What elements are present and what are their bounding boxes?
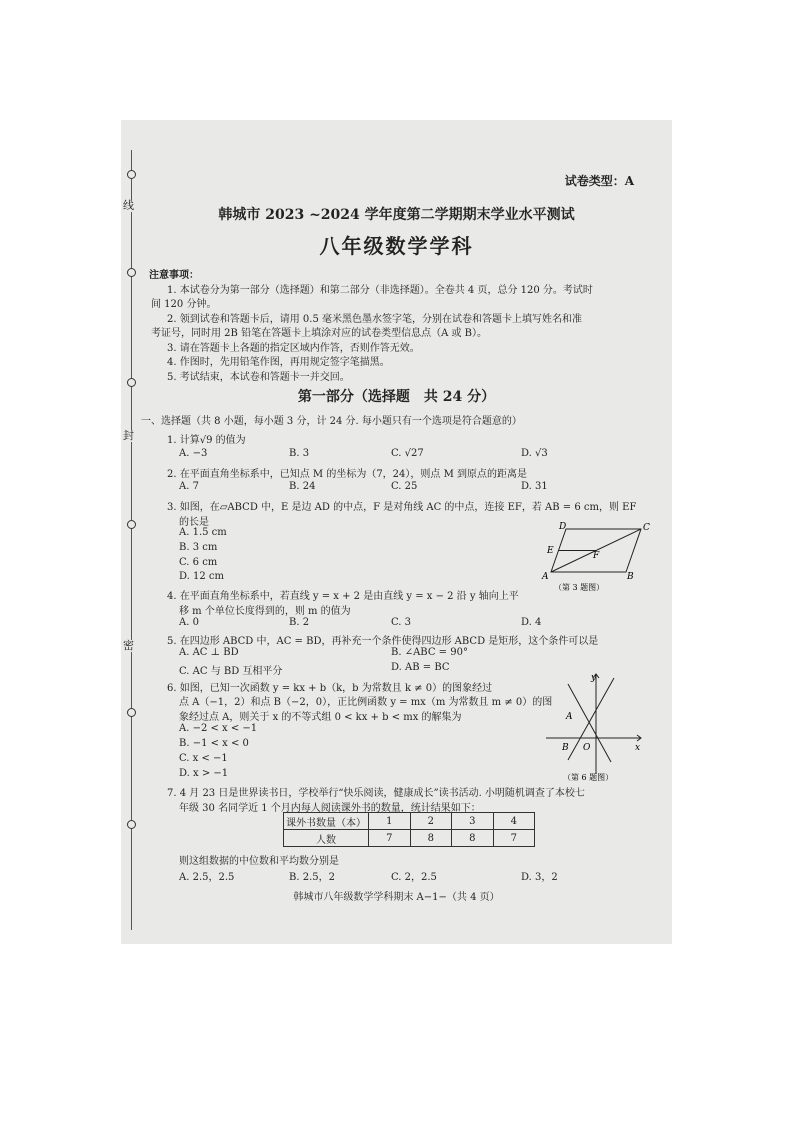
table-cell: 7 [369,830,411,847]
q7-option-b: B. 2.5，2 [289,872,335,883]
q3-figure [529,522,649,592]
question-6-stem: 6. 如图，已知一次函数 y = kx + b（k，b 为常数且 k ≠ 0）的图象经过 [167,683,493,694]
q4-option-a: A. 0 [179,617,199,628]
note-line: 4. 作图时，先用铅笔作图，再用规定签字笔描黑。 [167,357,390,368]
binding-line [131,150,132,930]
table-header-cell: 课外书数量（本） [284,813,369,830]
line-kx-plus-b [568,678,614,760]
note-line: 1. 本试卷分为第一部分（选择题）和第二部分（非选择题）。全卷共 4 页，总分 120 分。考试时 [167,285,593,296]
q2-option-a: A. 7 [179,481,199,492]
q6-option-a: A. −2 < x < −1 [179,723,258,734]
label-y: y [591,673,597,683]
exam-title: 韩城市 2023 ~2024 学年度第二学期期末学业水平测试 [218,207,575,223]
exam-subtitle: 八年级数学学科 [319,234,474,258]
section-heading: 一、选择题（共 8 小题，每小题 3 分，计 24 分. 每小题只有一个选项是符合题意的） [141,416,522,427]
q7-option-d: D. 3，2 [521,872,558,883]
label-d: D [559,522,567,532]
q7-option-c: C. 2，2.5 [391,872,437,883]
note-line: 2. 领到试卷和答题卡后，请用 0.5 毫米黑色墨水签字笔，分别在试卷和答题卡上填写姓名和准 [167,314,582,325]
label-x: x [635,743,641,753]
q6-caption: （第 6 题图） [563,773,614,782]
note-line: 5. 考试结束，本试卷和答题卡一并交回。 [167,372,350,383]
part-title: 第一部分（选择题 共 24 分） [297,389,496,405]
q5-option-d: D. AB = BC [391,662,450,673]
table-header-cell: 3 [452,813,494,830]
table-row [284,830,535,847]
q3-option-b: B. 3 cm [179,542,218,553]
q6-option-c: C. x < −1 [179,753,228,764]
table-cell: 8 [452,830,494,847]
q4-option-c: C. 3 [391,617,412,628]
q2-option-c: C. 25 [391,481,418,492]
label-a: A [566,712,573,722]
q5-option-b: B. ∠ABC = 90° [391,647,468,658]
question-3-stem-cont: 的长是 [179,517,209,528]
binding-hole [127,520,136,529]
table-cell: 人数 [284,830,369,847]
q4-option-d: D. 4 [521,617,542,628]
question-5-stem: 5. 在四边形 ABCD 中，AC = BD，再补充一个条件使得四边形 ABCD 是矩形，这个条件可以是 [167,636,599,647]
q3-option-a: A. 1.5 cm [179,527,227,538]
binding-char-line: 线 [123,199,134,212]
binding-hole [127,708,136,717]
table-row [284,813,535,830]
q1-option-b: B. 3 [289,448,310,459]
q1-option-a: A. −3 [179,448,208,459]
table-cell: 7 [493,830,535,847]
label-c: C [643,523,650,533]
note-line: 考证号，同时用 2B 铅笔在答题卡上填涂对应的试卷类型信息点（A 或 B）。 [151,328,487,339]
q6-figure [546,670,646,782]
label-b: B [627,572,634,582]
question-7-stem-cont: 年级 30 名同学近 1 个月内每人阅读课外书的数量，统计结果如下： [179,803,481,814]
question-7-stem-cont2: 则这组数据的中位数和平均数分别是 [179,856,339,867]
binding-char-secret: 密 [123,639,134,652]
table-header-cell: 2 [410,813,452,830]
binding-char-seal: 封 [123,429,134,442]
question-1-stem: 1. 计算√9 的值为 [167,435,246,446]
binding-hole [127,820,136,829]
q1-option-d: D. √3 [521,448,548,459]
label-e: E [547,546,554,556]
table-header-cell: 1 [369,813,411,830]
page-footer: 韩城市八年级数学学科期末 A−1−（共 4 页） [293,892,500,903]
label-a: A [542,572,549,582]
label-o: O [583,743,591,753]
question-3-stem: 3. 如图，在▱ABCD 中，E 是边 AD 的中点，F 是对角线 AC 的中点，连接 EF，若 AB = 6 cm，则 EF [167,502,637,513]
q2-option-b: B. 24 [289,481,316,492]
label-b: B [562,743,569,753]
q7-option-a: A. 2.5，2.5 [179,872,235,883]
question-6-stem-cont2: 象经过点 A，则关于 x 的不等式组 0 < kx + b < mx 的解集为 [179,712,462,723]
question-7-stem: 7. 4 月 23 日是世界读书日，学校举行“快乐阅读，健康成长”读书活动. 小明随机调查了本校七 [167,788,585,799]
q6-option-b: B. −1 < x < 0 [179,738,249,749]
question-2-stem: 2. 在平面直角坐标系中，已知点 M 的坐标为（7，24），则点 M 到原点的距离是 [167,469,527,480]
table-header-cell: 4 [493,813,535,830]
q1-option-c: C. √27 [391,448,424,459]
note-line: 间 120 分钟。 [151,299,217,310]
q4-option-b: B. 2 [289,617,310,628]
q3-option-d: D. 12 cm [179,571,225,582]
label-f: F [593,551,600,561]
q3-caption: （第 3 题图） [554,583,605,592]
q5-option-a: A. AC ⊥ BD [179,647,239,658]
q7-table [283,812,535,847]
paper-type: 试卷类型：A [564,174,634,188]
note-line: 3. 请在答题卡上各题的指定区域内作答，否则作答无效。 [167,343,420,354]
q2-option-d: D. 31 [521,481,548,492]
binding-hole [127,268,136,277]
binding-hole [127,170,136,179]
notes-heading: 注意事项： [149,270,199,281]
question-4-stem-cont: 移 m 个单位长度得到的，则 m 的值为 [179,606,351,617]
q3-option-c: C. 6 cm [179,557,218,568]
question-4-stem: 4. 在平面直角坐标系中，若直线 y = x + 2 是由直线 y = x − 2 沿 y 轴向上平 [167,591,519,602]
q5-option-c: C. AC 与 BD 互相平分 [179,666,283,677]
table-cell: 8 [410,830,452,847]
q6-option-d: D. x > −1 [179,768,229,779]
question-6-stem-cont: 点 A（−1，2）和点 B（−2，0），正比例函数 y = mx（m 为常数且 m ≠ 0）的图 [179,697,553,708]
exam-page [121,120,672,944]
